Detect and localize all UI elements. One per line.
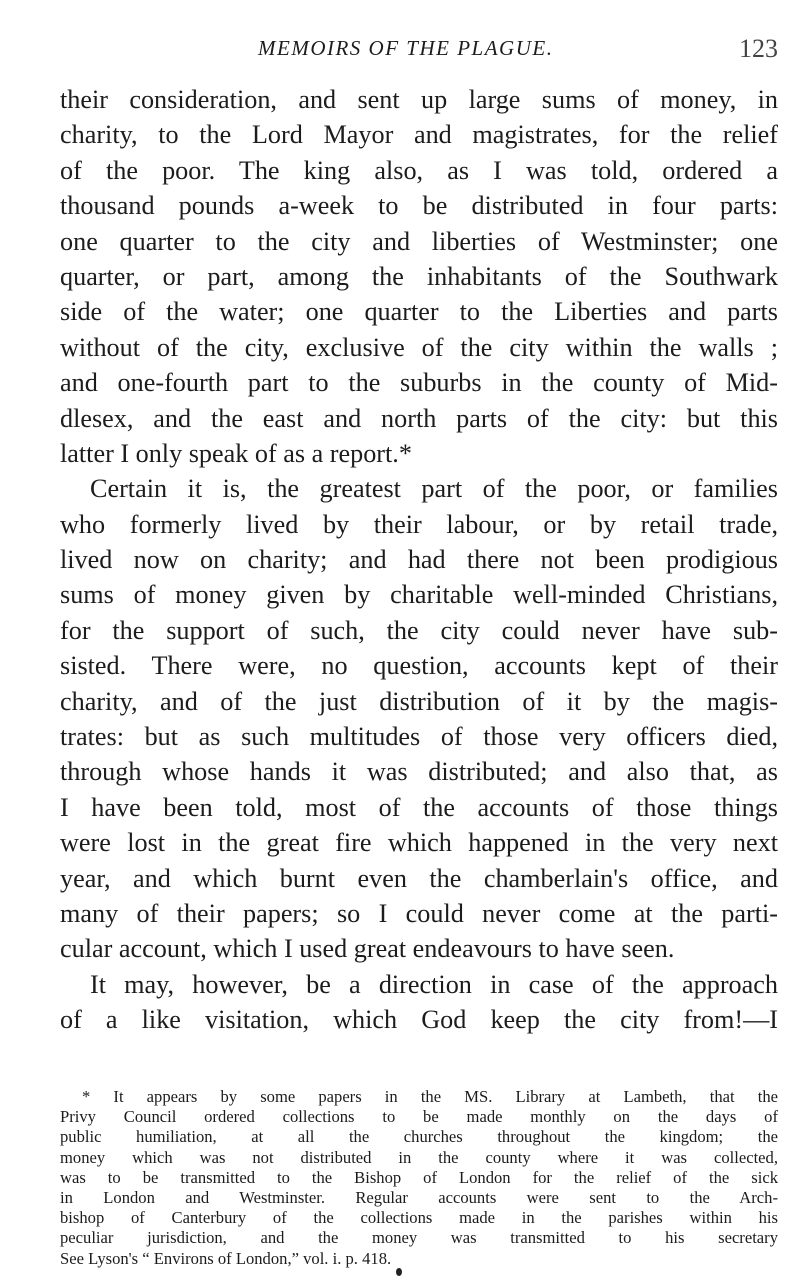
footnote-line: peculiar jurisdiction, and the money was transmitted to his secretary (60, 1228, 778, 1248)
text-line: side of the water; one quarter to the Liberties and parts (60, 297, 778, 327)
text-line: and one-fourth part to the suburbs in the county of Mid- (60, 368, 778, 398)
text-line: latter I only speak of as a report.* (60, 438, 412, 468)
text-line: without of the city, exclusive of the city within the walls ; (60, 332, 778, 362)
text-line: I have been told, most of the accounts of those things (60, 792, 778, 822)
text-line: of the poor. The king also, as I was told, ordered a (60, 155, 778, 185)
footnote-line: public humiliation, at all the churches throughout the kingdom; the (60, 1127, 778, 1147)
text-line: dlesex, and the east and north parts of the city: but this (60, 403, 778, 433)
text-line: quarter, or part, among the inhabitants of the Southwark (60, 261, 778, 291)
text-line: cular account, which I used great endeavours to have seen. (60, 934, 675, 964)
footnote-line: See Lyson's “ Environs of London,” vol. i. p. 418. (60, 1248, 392, 1268)
ink-speck (396, 1268, 402, 1276)
text-line: Certain it is, the greatest part of the poor, or families (90, 474, 778, 504)
text-line: one quarter to the city and liberties of Westminster; one (60, 226, 778, 256)
text-line: thousand pounds a-week to be distributed in four parts: (60, 191, 778, 221)
text-line: who formerly lived by their labour, or by retail trade, (60, 509, 778, 539)
footnote-line: * It appears by some papers in the MS. Library at Lambeth, that the (82, 1087, 778, 1106)
body-text (60, 82, 778, 1038)
footnote-line: money which was not distributed in the county where it was collected, (60, 1147, 778, 1167)
text-line: charity, to the Lord Mayor and magistrates, for the relief (60, 120, 778, 150)
text-line: were lost in the great fire which happened in the very next (60, 828, 778, 858)
footnote-line: was to be transmitted to the Bishop of London for the relief of the sick (60, 1167, 778, 1187)
footnote-line: Privy Council ordered collections to be made monthly on the days of (60, 1107, 778, 1127)
text-line: year, and which burnt even the chamberlain's office, and (60, 863, 778, 893)
text-line: sisted. There were, no question, accounts kept of their (60, 651, 778, 681)
text-line: for the support of such, the city could never have sub- (60, 615, 778, 645)
footnote-line: bishop of Canterbury of the collections made in the parishes within his (60, 1208, 778, 1228)
text-line: their consideration, and sent up large sums of money, in (60, 85, 778, 114)
footnote (60, 1087, 778, 1269)
text-line: through whose hands it was distributed; and also that, as (60, 757, 778, 787)
text-line: sums of money given by charitable well-minded Christians, (60, 580, 778, 610)
page-number: 123 (739, 34, 778, 63)
running-head (60, 36, 778, 70)
text-line: It may, however, be a direction in case of the approach (90, 969, 778, 999)
text-line: of a like visitation, which God keep the city from!—I (60, 1005, 778, 1035)
text-line: many of their papers; so I could never come at the parti- (60, 898, 778, 928)
text-line: trates: but as such multitudes of those very officers died, (60, 722, 778, 752)
footnote-line: in London and Westminster. Regular accounts were sent to the Arch- (60, 1187, 778, 1207)
text-line: charity, and of the just distribution of it by the magis- (60, 686, 778, 716)
text-line: lived now on charity; and had there not been prodigious (60, 545, 778, 575)
running-title: MEMOIRS OF THE PLAGUE. (258, 36, 554, 60)
